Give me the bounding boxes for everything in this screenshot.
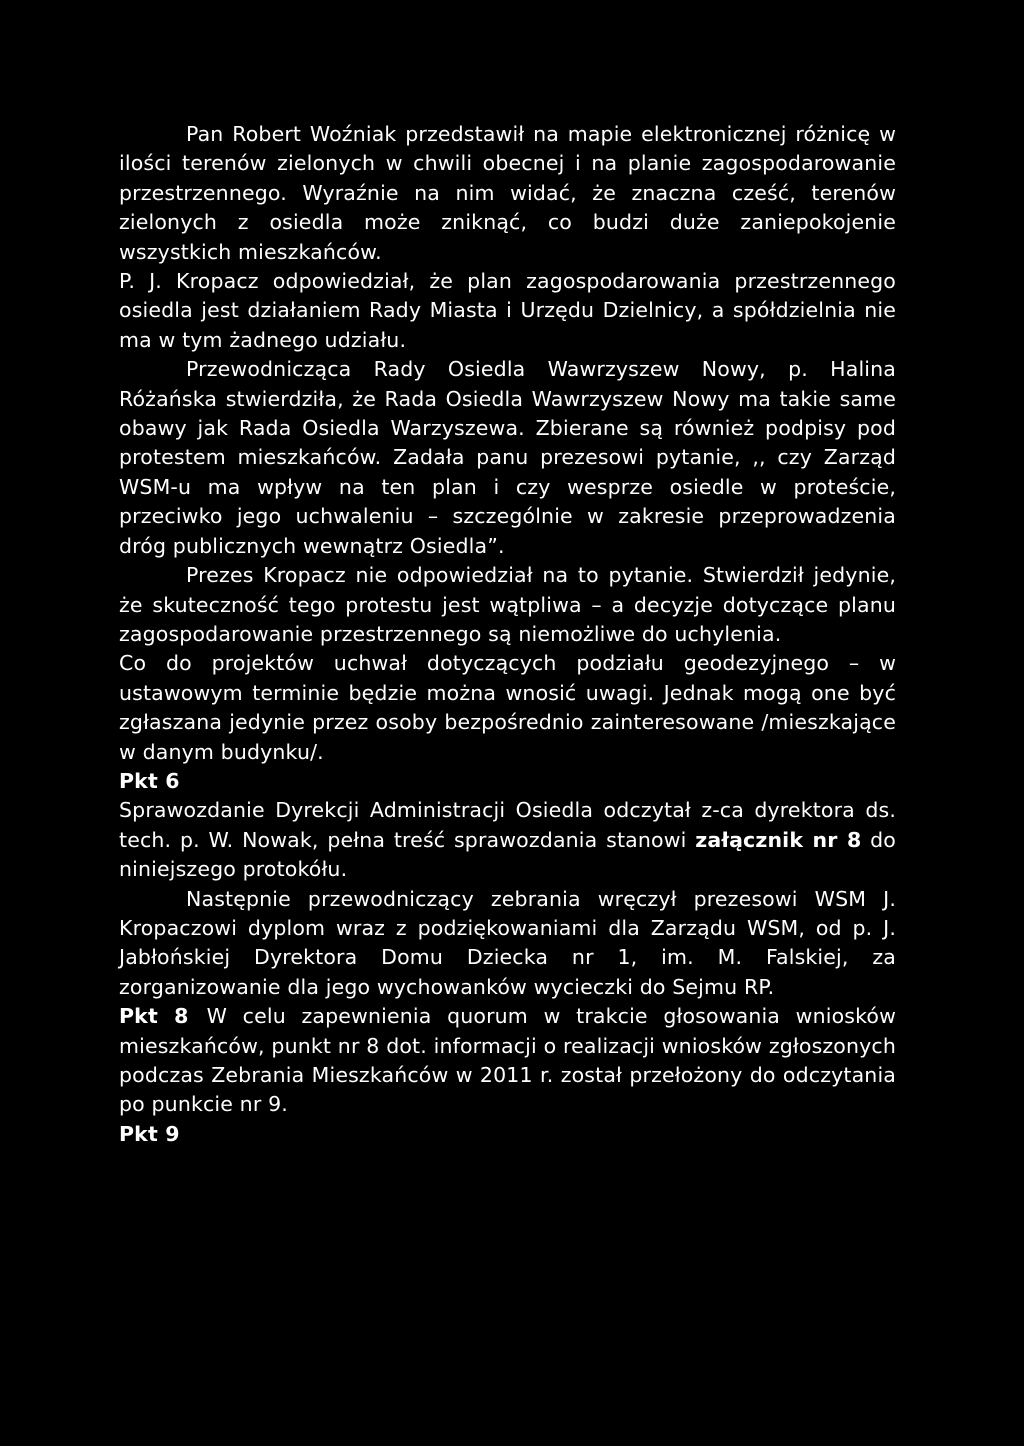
paragraph-kropacz-answer: P. J. Kropacz odpowiedział, że plan zagospodarowania przestrzennego osiedla jest działaniem Rady Miasta i Urzędu Dzielnicy, a spółdzielnia nie ma w tym żadnego udziału. (119, 269, 896, 352)
paragraph-uchwaly: Co do projektów uchwał dotyczących podziału geodezyjnego – w ustawowym terminie będzie można wnosić uwagi. Jednak mogą one być zgłaszana jedynie przez osoby bezpośrednio zainteresowane /mieszkające w danym budynku/. (119, 651, 896, 764)
paragraph-rozanska: Przewodnicząca Rady Osiedla Wawrzyszew Nowy, p. Halina Różańska stwierdziła, że Rada Osiedla Wawrzyszew Nowy ma takie same obawy jak Rada Osiedla Warzyszewa. Zbierane są również podpisy pod protestem mieszkańców. Zadała panu prezesowi pytanie, ,, czy Zarząd WSM-u ma wpływ na ten plan i czy wesprze osiedle w proteście, przeciwko jego uchwaleniu – szczególnie w zakresie przeprowadzenia dróg publicznych wewnątrz Osiedla”. (119, 357, 896, 558)
document-page (119, 120, 896, 1149)
attachment-reference: załącznik nr 8 (695, 827, 862, 852)
sprawozdanie-text: Sprawozdanie Dyrekcji Administracji Osiedla odczytał z-ca dyrektora ds. tech. p. W. Nowak, pełna treść sprawozdania stanowi (119, 798, 896, 852)
heading-pkt-6: Pkt 6 (119, 768, 180, 793)
paragraph-dyplom: Następnie przewodniczący zebrania wręczył prezesowi WSM J. Kropaczowi dyplom wraz z podziękowaniami dla Zarządu WSM, od p. J. Jabłońskiej Dyrektora Domu Dziecka nr 1, im. M. Falskiej, za zorganizowanie dla jego wychowanków wycieczki do Sejmu RP. (119, 886, 896, 999)
pkt-8-text: W celu zapewnienia quorum w trakcie głosowania wniosków mieszkańców, punkt nr 8 dot. informacji o realizacji wniosków zgłoszonych podczas Zebrania Mieszkańców w 2011 r. został przełożony do odczytania po punkcie nr 9. (119, 1004, 897, 1117)
paragraph-prezes: Prezes Kropacz nie odpowiedział na to pytanie. Stwierdził jedynie, że skuteczność tego protestu jest wątpliwa – a decyzje dotyczące planu zagospodarowanie przestrzennego są niemożliwe do uchylenia. (119, 563, 896, 646)
heading-pkt-8: Pkt 8 (119, 1004, 189, 1029)
heading-pkt-9: Pkt 9 (119, 1121, 180, 1146)
paragraph-pkt-8 (119, 1002, 896, 1120)
paragraph-sprawozdanie (119, 796, 896, 884)
paragraph-wozniak: Pan Robert Woźniak przedstawił na mapie elektronicznej różnicę w ilości terenów zielonych w chwili obecnej i na planie zagospodarowanie przestrzennego. Wyraźnie na nim widać, że znaczna cześć, terenów zielonych z osiedla może zniknąć, co budzi duże zaniepokojenie wszystkich mieszkańców. (119, 122, 896, 264)
sprawozdanie-tail: do niniejszego protokółu. (119, 827, 896, 882)
